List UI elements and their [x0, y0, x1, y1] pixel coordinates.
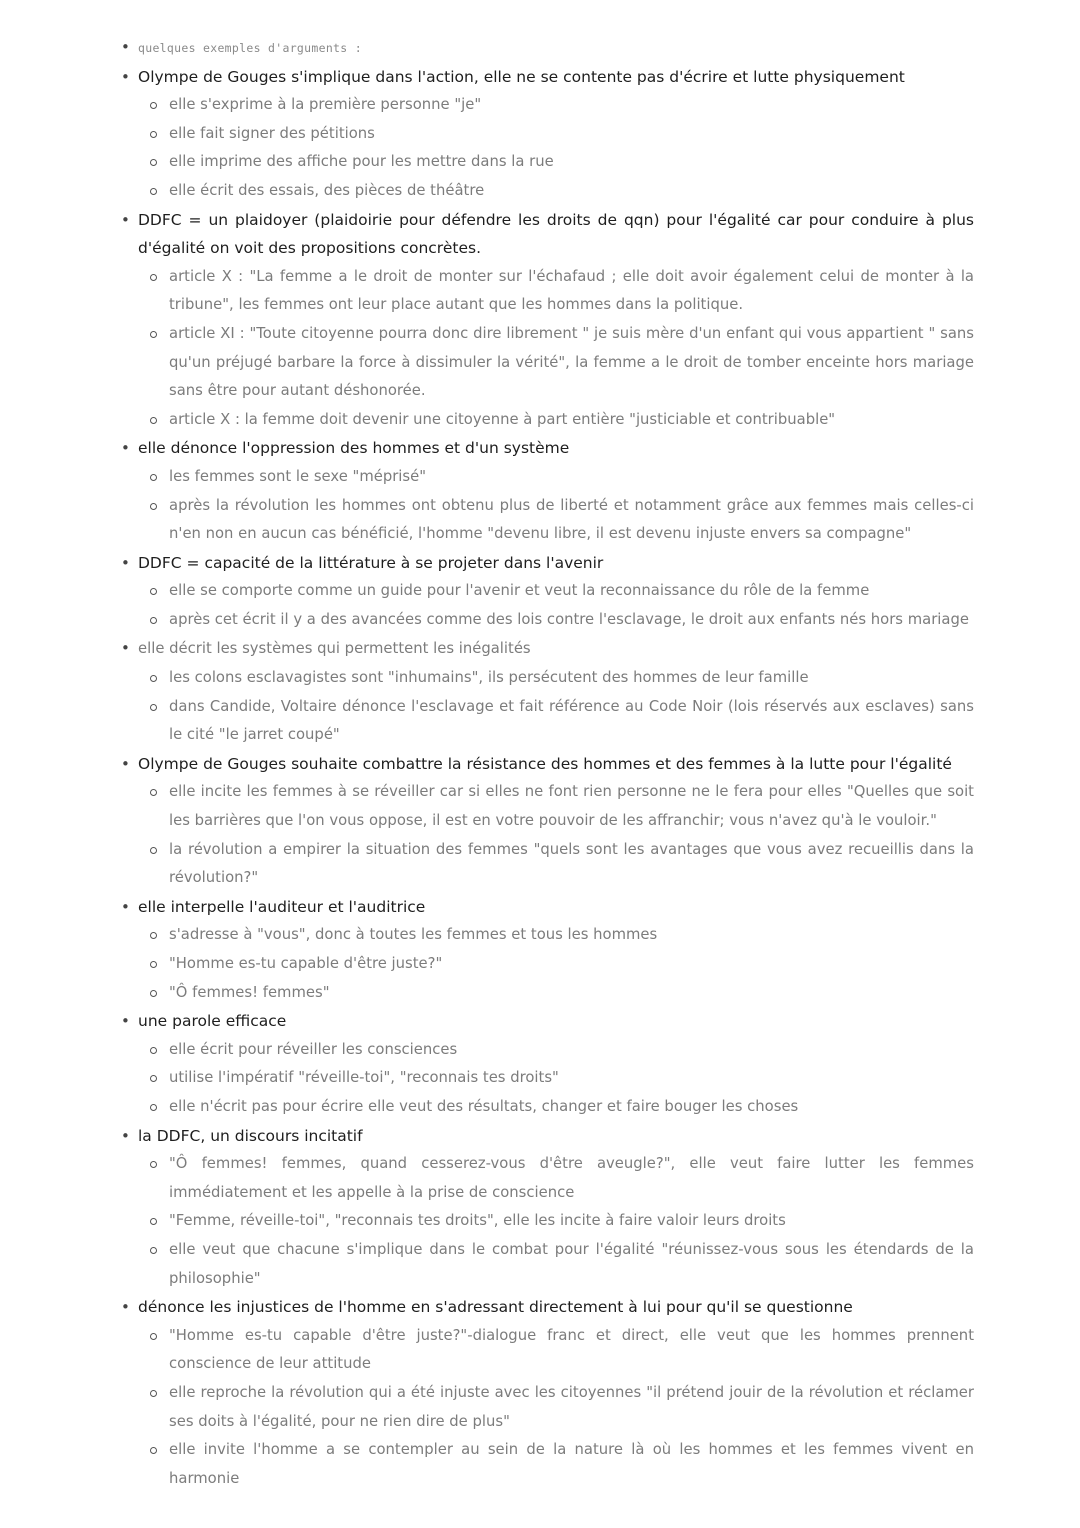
sub-point-text: les colons esclavagistes sont "inhumains", ils persécutent des hommes de leur famille: [169, 669, 809, 687]
sub-point-text: article X : "La femme a le droit de monter sur l'échafaud ; elle doit avoir également celui de monter à la tribune", les femmes ont leur place autant que les hommes dans la politique.: [169, 267, 974, 314]
header-note-text: quelques exemples d'arguments :: [138, 41, 362, 55]
argument-item: [118, 1293, 974, 1493]
sub-point: [138, 1207, 974, 1236]
argument-item: [118, 634, 974, 749]
circle-bullet-icon: [150, 1075, 157, 1082]
argument-item: [118, 549, 974, 635]
sub-point-list: [138, 1322, 974, 1494]
circle-bullet-icon: [150, 617, 157, 624]
sub-point-text: elle imprime des affiche pour les mettre dans la rue: [169, 153, 554, 171]
sub-point-text: elle reproche la révolution qui a été injuste avec les citoyennes "il prétend jouir de la révolution et réclamer ses doits à l'égalité, pour ne rien dire de plus": [169, 1383, 974, 1430]
sub-point-text: les femmes sont le sexe "méprisé": [169, 467, 427, 485]
sub-point: [138, 606, 974, 635]
circle-bullet-icon: [150, 1247, 157, 1254]
sub-point: [138, 950, 974, 979]
sub-point-list: [138, 263, 974, 435]
circle-bullet-icon: [150, 331, 157, 338]
bullet-icon: •: [121, 553, 130, 572]
circle-bullet-icon: [150, 131, 157, 138]
bullet-icon: •: [121, 210, 130, 229]
sub-point: [138, 91, 974, 120]
circle-bullet-icon: [150, 1333, 157, 1340]
circle-bullet-icon: [150, 1104, 157, 1111]
sub-point-text: elle écrit des essais, des pièces de théâtre: [169, 181, 485, 199]
sub-point-text: article X : la femme doit devenir une citoyenne à part entière "justiciable et contribuable": [169, 410, 836, 428]
argument-item: [118, 1007, 974, 1121]
argument-list: [118, 33, 974, 1493]
sub-point: [138, 921, 974, 950]
sub-point-text: elle écrit pour réveiller les consciences: [169, 1040, 458, 1058]
sub-point: [138, 406, 974, 435]
sub-point: [138, 836, 974, 893]
bullet-icon: •: [121, 1298, 130, 1317]
circle-bullet-icon: [150, 474, 157, 481]
argument-text: elle interpelle l'auditeur et l'auditrice: [138, 897, 426, 916]
bullet-icon: •: [121, 897, 130, 916]
sub-point-text: elle s'exprime à la première personne "je": [169, 96, 482, 114]
argument-item: [118, 63, 974, 206]
sub-point-text: "Femme, réveille-toi", "reconnais tes droits", elle les incite à faire valoir leurs droits: [169, 1212, 786, 1230]
sub-point: [138, 1036, 974, 1065]
sub-point: [138, 664, 974, 693]
sub-point-text: "Homme es-tu capable d'être juste?": [169, 955, 443, 972]
bullet-icon: •: [121, 1126, 130, 1145]
argument-item: [118, 1122, 974, 1294]
argument-text: DDFC = capacité de la littérature à se projeter dans l'avenir: [138, 553, 604, 572]
argument-text: Olympe de Gouges s'implique dans l'action, elle ne se contente pas d'écrire et lutte physiquement: [138, 67, 905, 86]
sub-point: [138, 120, 974, 149]
sub-point: [138, 1379, 974, 1436]
sub-point: [138, 693, 974, 750]
sub-point-text: "Homme es-tu capable d'être juste?"-dialogue franc et direct, elle veut que les hommes prennent conscience de leur attitude: [169, 1326, 974, 1373]
circle-bullet-icon: [150, 1390, 157, 1397]
sub-point: [138, 1236, 974, 1293]
circle-bullet-icon: [150, 417, 157, 424]
circle-bullet-icon: [150, 159, 157, 166]
circle-bullet-icon: [150, 188, 157, 195]
bullet-icon: •: [121, 639, 130, 658]
argument-text: DDFC = un plaidoyer (plaidoirie pour défendre les droits de qqn) pour l'égalité car pour conduire à plus d'égalité on voit des propositions concrètes.: [138, 210, 974, 258]
bullet-icon: •: [121, 1012, 130, 1031]
sub-point-text: elle incite les femmes à se réveiller car si elles ne font rien personne ne le fera pour elles "Quelles que soit les barrières que l'on vous oppose, il est en votre pouvoir de les affranchir; vous n'avez qu'à le vouloir.": [169, 783, 974, 830]
sub-point: [138, 1322, 974, 1379]
sub-point-list: [138, 1150, 974, 1293]
sub-point: [138, 577, 974, 606]
sub-point-text: s'adresse à "vous", donc à toutes les femmes et tous les hommes: [169, 926, 658, 944]
bullet-icon: •: [121, 67, 130, 86]
sub-point: [138, 979, 974, 1008]
circle-bullet-icon: [150, 675, 157, 682]
sub-point: [138, 1093, 974, 1122]
circle-bullet-icon: [150, 847, 157, 854]
sub-point-text: "Ô femmes! femmes": [169, 983, 330, 1001]
header-note: [118, 33, 974, 63]
circle-bullet-icon: [150, 704, 157, 711]
sub-point-text: "Ô femmes! femmes, quand cesserez-vous d'être aveugle?", elle veut faire lutter les femmes immédiatement et les appelle à la prise de conscience: [169, 1155, 974, 1201]
sub-point-text: elle se comporte comme un guide pour l'avenir et veut la reconnaissance du rôle de la femme: [169, 582, 870, 600]
argument-text: dénonce les injustices de l'homme en s'adressant directement à lui pour qu'il se questionne: [138, 1298, 853, 1317]
sub-point-text: après la révolution les hommes ont obtenu plus de liberté et notamment grâce aux femmes mais celles-ci n'en non en aucun cas bénéficié, l'homme "devenu libre, il est devenu injuste envers sa compagne": [169, 496, 974, 543]
sub-point-list: [138, 1036, 974, 1122]
sub-point: [138, 1064, 974, 1093]
argument-text: la DDFC, un discours incitatif: [138, 1126, 363, 1145]
bullet-icon: •: [121, 754, 130, 773]
sub-point: [138, 492, 974, 549]
circle-bullet-icon: [150, 1447, 157, 1454]
circle-bullet-icon: [150, 961, 157, 968]
sub-point: [138, 263, 974, 320]
sub-point-text: article XI : "Toute citoyenne pourra donc dire librement " je suis mère d'un enfant qui vous appartient " sans qu'un préjugé barbare la force à dissimuler la vérité", la femme a le droit de tomber enceinte hors mariage sans être pour autant déshonorée.: [169, 324, 974, 400]
sub-point: [138, 778, 974, 835]
sub-point-text: la révolution a empirer la situation des femmes "quels sont les avantages que vous avez recueillis dans la révolution?": [169, 840, 974, 887]
sub-point-list: [138, 664, 974, 750]
circle-bullet-icon: [150, 102, 157, 109]
circle-bullet-icon: [150, 503, 157, 510]
bullet-icon: •: [121, 439, 130, 458]
sub-point: [138, 320, 974, 406]
sub-point-list: [138, 577, 974, 634]
argument-item: [118, 434, 974, 548]
circle-bullet-icon: [150, 789, 157, 796]
sub-point-text: dans Candide, Voltaire dénonce l'esclavage et fait référence au Code Noir (lois réservés aux esclaves) sans le cité "le jarret coupé": [169, 697, 974, 744]
sub-point: [138, 1150, 974, 1207]
sub-point: [138, 463, 974, 492]
argument-text: Olympe de Gouges souhaite combattre la résistance des hommes et des femmes à la lutte pour l'égalité: [138, 754, 952, 773]
sub-point-list: [138, 463, 974, 549]
sub-point-text: elle invite l'homme a se contempler au sein de la nature là où les hommes et les femmes vivent en harmonie: [169, 1441, 974, 1487]
sub-point-list: [138, 91, 974, 205]
sub-point: [138, 177, 974, 206]
sub-point-text: utilise l'impératif "réveille-toi", "reconnais tes droits": [169, 1069, 559, 1087]
circle-bullet-icon: [150, 1218, 157, 1225]
sub-point-text: elle veut que chacune s'implique dans le combat pour l'égalité "réunissez-vous sous les étendards de la philosophie": [169, 1240, 974, 1287]
circle-bullet-icon: [150, 274, 157, 281]
argument-item: [118, 893, 974, 1007]
argument-item: [118, 750, 974, 893]
circle-bullet-icon: [150, 1047, 157, 1054]
argument-text: une parole efficace: [138, 1012, 287, 1031]
circle-bullet-icon: [150, 1161, 157, 1168]
circle-bullet-icon: [150, 990, 157, 997]
circle-bullet-icon: [150, 932, 157, 939]
sub-point-list: [138, 921, 974, 1007]
sub-point-list: [138, 778, 974, 892]
sub-point-text: après cet écrit il y a des avancées comme des lois contre l'esclavage, le droit aux enfants nés hors mariage: [169, 610, 969, 628]
sub-point-text: elle n'écrit pas pour écrire elle veut des résultats, changer et faire bouger les choses: [169, 1097, 799, 1115]
circle-bullet-icon: [150, 588, 157, 595]
bullet-icon: •: [121, 38, 130, 56]
sub-point: [138, 148, 974, 177]
argument-text: elle dénonce l'oppression des hommes et d'un système: [138, 439, 570, 458]
argument-item: [118, 206, 974, 435]
sub-point-text: elle fait signer des pétitions: [169, 124, 375, 142]
argument-text: elle décrit les systèmes qui permettent les inégalités: [138, 640, 531, 658]
sub-point: [138, 1436, 974, 1493]
